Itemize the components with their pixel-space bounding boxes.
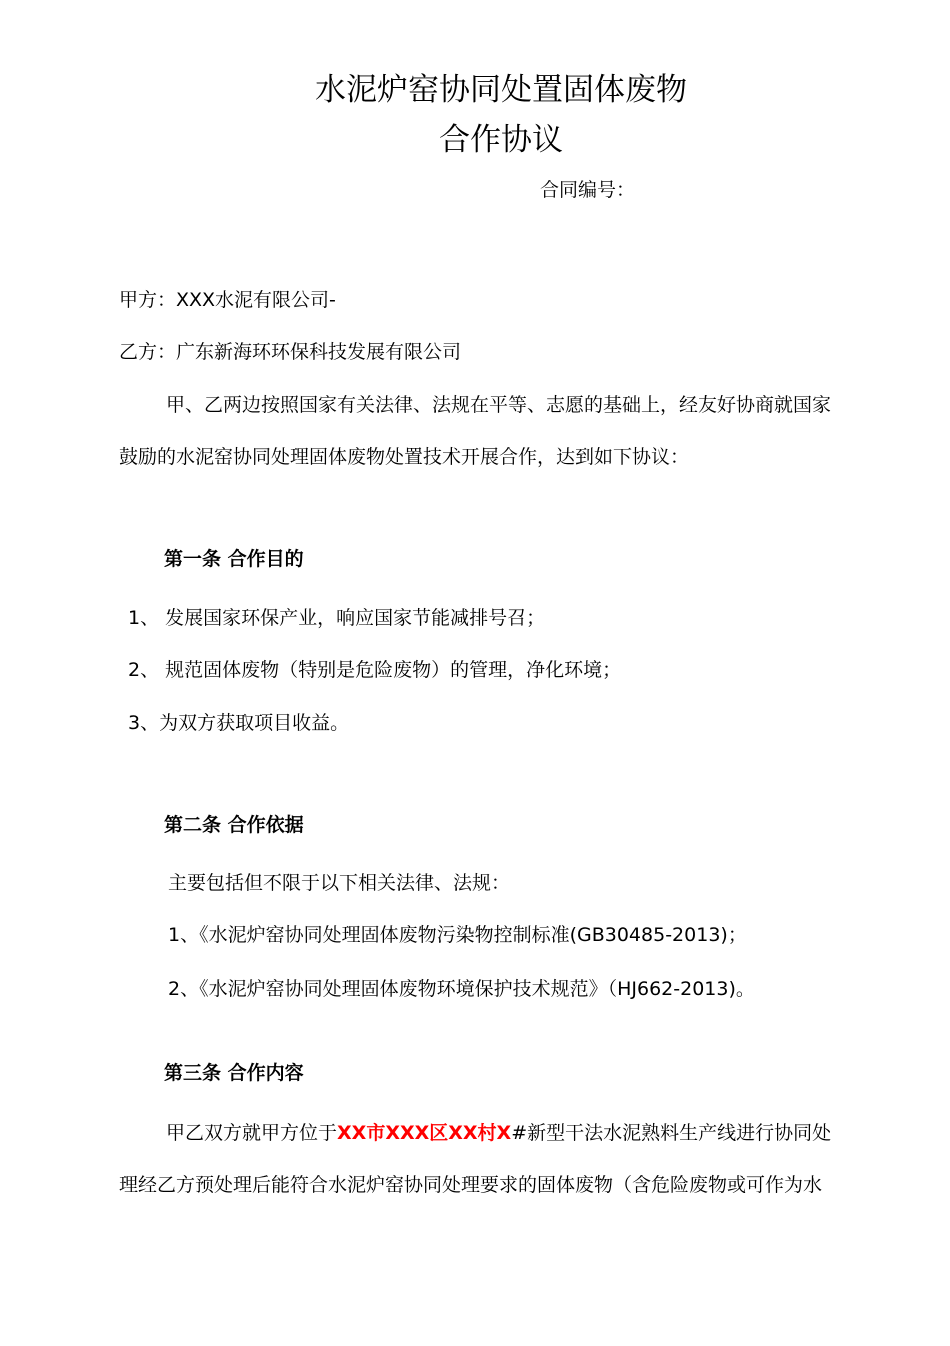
article3-paragraph-line-1 bbox=[166, 1121, 831, 1145]
article2-item-2: 2、《水泥炉窑协同处理固体废物环境保护技术规范》（HJ662-2013)。 bbox=[168, 978, 755, 1000]
article3-para-prefix: 甲乙双方就甲方位于 bbox=[166, 1122, 338, 1144]
location-placeholder: XX市XXX区XX村X bbox=[337, 1122, 512, 1144]
party-a: 甲方：XXX水泥有限公司- bbox=[119, 289, 336, 311]
document-title-line2: 合作协议 bbox=[439, 122, 563, 158]
article2-intro: 主要包括但不限于以下相关法律、法规： bbox=[168, 872, 511, 894]
article1-item-1: 1、 发展国家环保产业，响应国家节能减排号召； bbox=[128, 607, 546, 629]
document-title-line1: 水泥炉窑协同处置固体废物 bbox=[315, 72, 687, 108]
intro-line-1: 甲、乙两边按照国家有关法律、法规在平等、志愿的基础上，经友好协商就国家 bbox=[166, 394, 832, 416]
intro-line-2: 鼓励的水泥窑协同处理固体废物处置技术开展合作，达到如下协议： bbox=[119, 446, 690, 468]
article1-heading: 第一条 合作目的 bbox=[164, 548, 304, 570]
article1-item-3: 3、为双方获取项目收益。 bbox=[128, 712, 350, 734]
article3-paragraph-line-2: 理经乙方预处理后能符合水泥炉窑协同处理要求的固体废物（含危险废物或可作为水 bbox=[119, 1174, 823, 1196]
article3-heading: 第三条 合作内容 bbox=[164, 1062, 304, 1084]
contract-number-label: 合同编号： bbox=[540, 179, 636, 201]
article1-item-2: 2、 规范固体废物（特别是危险废物）的管理，净化环境； bbox=[128, 659, 622, 681]
article3-para-suffix: #新型干法水泥熟料生产线进行协同处 bbox=[511, 1122, 832, 1144]
article2-heading: 第二条 合作依据 bbox=[164, 814, 304, 836]
party-b: 乙方：广东新海环环保科技发展有限公司 bbox=[119, 341, 462, 363]
article2-item-1: 1、《水泥炉窑协同处理固体废物污染物控制标准(GB30485-2013)； bbox=[168, 924, 747, 946]
